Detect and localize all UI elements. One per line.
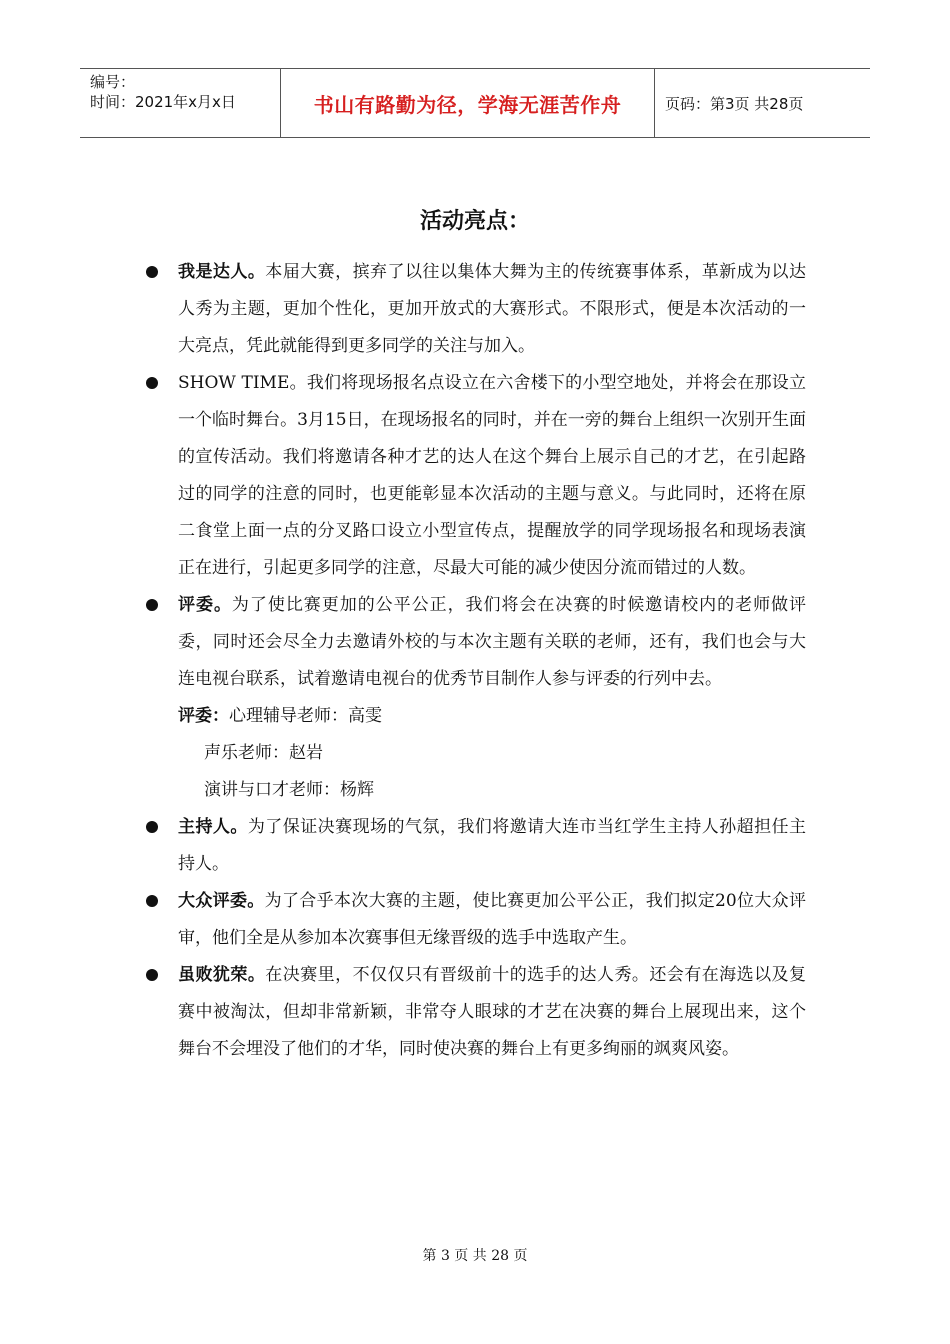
judge-line <box>178 698 806 735</box>
judge-2: 声乐老师：赵岩 <box>204 743 323 763</box>
item-lead: 我是达人。 <box>178 262 266 282</box>
judges-label: 评委： <box>178 706 229 726</box>
motto: 书山有路勤为径，学海无涯苦作舟 <box>313 92 622 117</box>
page-title: 活动亮点： <box>419 208 530 234</box>
bullet-icon <box>146 266 158 278</box>
number-label: 编号： <box>90 73 136 91</box>
item-lead: 评委。 <box>178 595 232 615</box>
item-lead: 大众评委。 <box>178 891 265 911</box>
item-text: 我们将现场报名点设立在六舍楼下的小型空地处，并将会在那设立一个临时舞台。3月15日，在现场报名的同时，并在一旁的舞台上组织一次别开生面的宣传活动。我们将邀请各种才艺的达人在这个舞台上展示自己的才艺，在引起路过的同学的注意的同时，也更能彰显本次活动的主题与意义。与此同时，还将在原二食堂上面一点的分叉路口设立小型宣传点，提醒放学的同学现场报名和现场表演正在进行，引起更多同学的注意，尽最大可能的减少使因分流而错过的人数。 <box>178 373 807 578</box>
judge-3: 演讲与口才老师：杨辉 <box>204 780 374 800</box>
item-lead: SHOW TIME。 <box>178 373 307 393</box>
list-item <box>146 809 806 883</box>
bullet-icon <box>146 895 158 907</box>
bullet-icon <box>146 599 158 611</box>
item-lead: 虽败犹荣。 <box>178 965 266 985</box>
header-page-info: 页码：第3页 共28页 <box>665 94 804 113</box>
date-label: 时间：2021年x月x日 <box>90 93 236 111</box>
page-footer: 第 3 页 共 28 页 <box>422 1248 528 1264</box>
list-item <box>146 587 806 698</box>
bullet-icon <box>146 821 158 833</box>
bullet-icon <box>146 969 158 981</box>
header-motto-cell <box>281 69 655 137</box>
body-content <box>146 254 806 1068</box>
bullet-icon <box>146 377 158 389</box>
list-item <box>146 957 806 1068</box>
item-text: 为了使比赛更加的公平公正，我们将会在决赛的时候邀请校内的老师做评委，同时还会尽全力去邀请外校的与本次主题有关联的老师，还有，我们也会与大连电视台联系，试着邀请电视台的优秀节目制作人参与评委的行列中去。 <box>178 595 807 689</box>
item-text: 为了合乎本次大赛的主题，使比赛更加公平公正，我们拟定20位大众评审，他们全是从参加本次赛事但无缘晋级的选手中选取产生。 <box>178 891 806 948</box>
item-text: 为了保证决赛现场的气氛，我们将邀请大连市当红学生主持人孙超担任主持人。 <box>178 817 807 874</box>
judges-list <box>146 698 806 809</box>
document-header <box>80 68 870 138</box>
list-item <box>146 365 806 587</box>
item-lead: 主持人。 <box>178 817 248 837</box>
item-text: 在决赛里，不仅仅只有晋级前十的选手的达人秀。还会有在海选以及复赛中被淘汰，但却非常新颖，非常夺人眼球的才艺在决赛的舞台上展现出来，这个舞台不会埋没了他们的才华，同时使决赛的舞台上有更多绚丽的飒爽风姿。 <box>178 965 807 1059</box>
judge-1: 心理辅导老师：高雯 <box>229 706 382 726</box>
list-item <box>146 254 806 365</box>
header-meta <box>80 69 281 137</box>
list-item <box>146 883 806 957</box>
item-text: 本届大赛，摈弃了以往以集体大舞为主的传统赛事体系，革新成为以达人秀为主题，更加个性化，更加开放式的大赛形式。不限形式，便是本次活动的一大亮点，凭此就能得到更多同学的关注与加入。 <box>178 262 807 356</box>
